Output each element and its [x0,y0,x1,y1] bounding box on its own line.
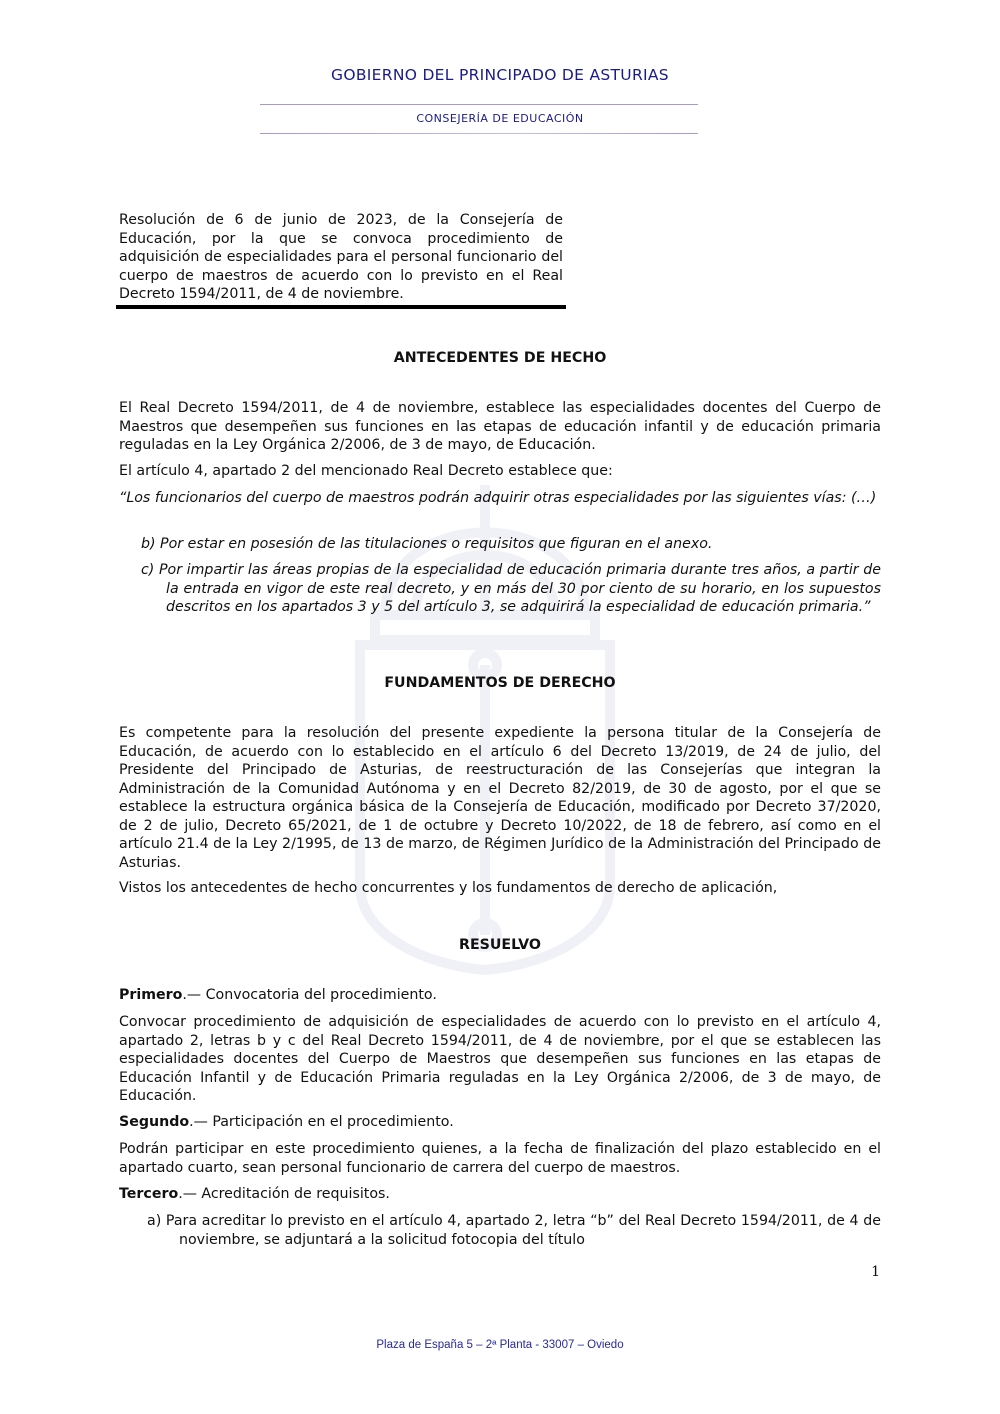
header-divider-top [260,104,698,105]
heading-resuelvo: RESUELVO [459,937,541,953]
quote-item-b: b) Por estar en posesión de las titulaciones o requisitos que figuran en el anexo. [141,536,713,552]
tercero-title: .— Acreditación de requisitos. [178,1186,390,1202]
segundo-title: .— Participación en el procedimiento. [189,1114,454,1130]
header-divider-bottom [260,133,698,134]
government-name: GOBIERNO DEL PRINCIPADO DE ASTURIAS [331,66,669,84]
quote-intro: “Los funcionarios del cuerpo de maestros podrán adquirir otras especialidades por las siguientes vías: (…) [119,490,877,506]
segundo-heading [119,1113,881,1132]
heading-antecedentes: ANTECEDENTES DE HECHO [393,350,607,366]
document-title: Resolución de 6 de junio de 2023, de la Consejería de Educación, por la que se convoca procedimiento de adquisición de especialidades para el personal funcionario del cuerpo de maestros de acuerdo con lo previsto en el Real Decreto 1594/2011, de 4 de noviembre. [119,212,563,302]
tercero-heading [119,1185,881,1204]
antecedentes-paragraph-2: El artículo 4, apartado 2 del mencionado Real Decreto establece que: [119,463,613,479]
primero-text: Convocar procedimiento de adquisición de especialidades de acuerdo con lo previsto en el artículo 4, apartado 2, letras b y c del Real Decreto 1594/2011, de 4 de noviembre, por el que se establecen las especialidades docentes del Cuerpo de Maestros que desempeñen sus funciones en las etapas de Educación Infantil y de Educación Primaria reguladas en la Ley Orgánica 2/2006, de 3 de mayo, de Educación. [119,1014,881,1104]
antecedentes-paragraph-1: El Real Decreto 1594/2011, de 4 de noviembre, establece las especialidades docentes del Cuerpo de Maestros que desempeñen sus funciones en las etapas de educación infantil y de educación primaria reguladas en la Ley Orgánica 2/2006, de 3 de mayo, de Educación. [119,400,881,453]
segundo-label: Segundo [119,1114,190,1130]
fundamentos-paragraph-1: Es competente para la resolución del presente expediente la persona titular de la Consejería de Educación, de acuerdo con lo establecido en el artículo 6 del Decreto 13/2019, de 24 de julio, del Presidente del Principado de Asturias, de reestructuración de las Consejerías que integran la Administración de la Comunidad Autónoma y en el Decreto 82/2019, de 30 de agosto, por el que se establece la estructura orgánica básica de la Consejería de Educación, modificado por Decreto 37/2020, de 2 de julio, Decreto 65/2021, de 1 de octubre y Decreto 10/2022, de 18 de febrero, así como en el artículo 21.4 de la Ley 2/1995, de 13 de marzo, de Régimen Jurídico de la Administración del Principado de Asturias. [119,725,881,871]
page-number: 1 [871,1264,880,1280]
title-underline [116,305,566,309]
fundamentos-paragraph-2: Vistos los antecedentes de hecho concurrentes y los fundamentos de derecho de aplicación, [119,880,778,896]
tercero-label: Tercero [119,1186,179,1202]
department-name: CONSEJERÍA DE EDUCACIÓN [416,112,584,125]
primero-label: Primero [119,987,183,1003]
quote-item-c: c) Por impartir las áreas propias de la especialidad de educación primaria durante tres años, a partir de la entrada en vigor de este real decreto, y en más del 30 por ciento de su horario, en los supuestos descritos en los apartados 3 y 5 del artículo 3, se adquirirá la especialidad de educación primaria.” [141,562,881,615]
tercero-item-a: a) Para acreditar lo previsto en el artículo 4, apartado 2, letra “b” del Real Decreto 1594/2011, de 4 de noviembre, se adjuntará a la solicitud fotocopia del título [147,1213,881,1248]
segundo-text: Podrán participar en este procedimiento quienes, a la fecha de finalización del plazo establecido en el apartado cuarto, sean personal funcionario de carrera del cuerpo de maestros. [119,1141,881,1176]
footer-address: Plaza de España 5 – 2ª Planta - 33007 – Oviedo [376,1339,624,1351]
heading-fundamentos: FUNDAMENTOS DE DERECHO [384,675,616,691]
primero-heading [119,986,881,1005]
primero-title: .— Convocatoria del procedimiento. [182,987,437,1003]
